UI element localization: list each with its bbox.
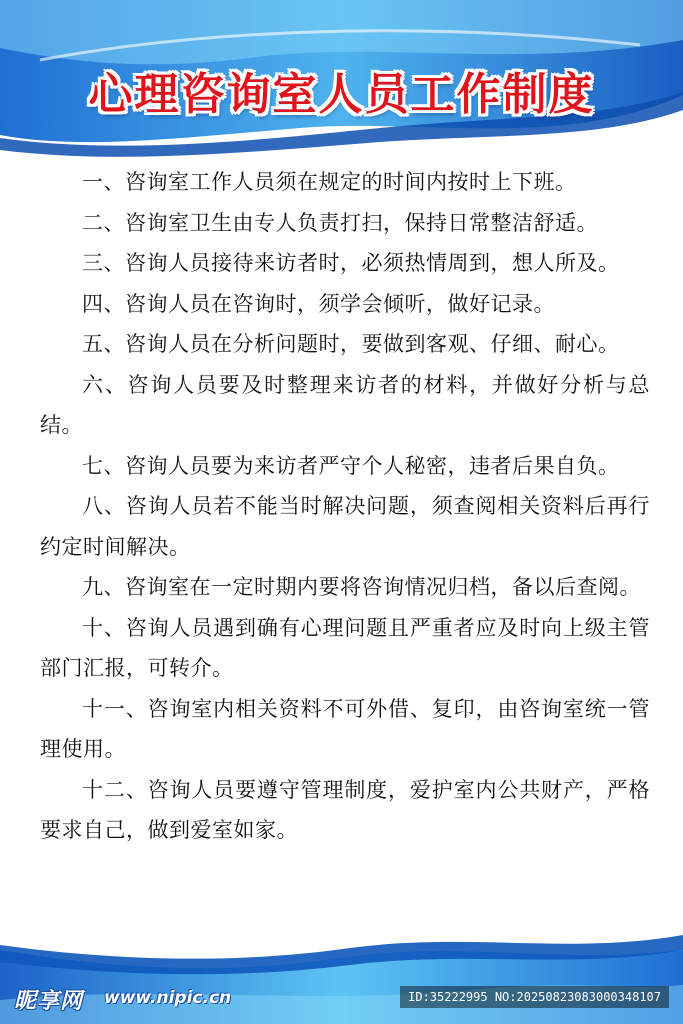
rule-item: 一、咨询室工作人员须在规定的时间内按时上下班。 bbox=[82, 170, 577, 194]
watermark-id: ID:35222995 NO:20250823083000348107 bbox=[400, 986, 669, 1008]
rule-item: 十二、咨询人员要遵守管理制度，爱护室内公共财产，严格要求自己，做到爱室如家。 bbox=[40, 777, 650, 842]
rule-item: 八、咨询人员若不能当时解决问题，须查阅相关资料后再行约定时间解决。 bbox=[40, 494, 650, 559]
rule-item: 四、咨询人员在咨询时，须学会倾听，做好记录。 bbox=[82, 291, 555, 316]
rules-list bbox=[40, 162, 650, 851]
page-title: 心理咨询室人员工作制度 bbox=[88, 69, 595, 120]
rule-item: 七、咨询人员要为来访者严守个人秘密，违者后果自负。 bbox=[82, 453, 620, 478]
rule-item: 二、咨询室卫生由专人负责打扫，保持日常整洁舒适。 bbox=[82, 210, 598, 235]
rule-item: 三、咨询人员接待来访者时，必须热情周到，想人所及。 bbox=[82, 251, 620, 275]
rule-item: 五、咨询人员在分析问题时，要做到客观、仔细、耐心。 bbox=[82, 332, 620, 356]
rule-item: 十一、咨询室内相关资料不可外借、复印，由咨询室统一管理使用。 bbox=[40, 696, 650, 761]
watermark-url: www.nipic.cn bbox=[104, 988, 232, 1008]
rule-item: 六、咨询人员要及时整理来访者的材料，并做好分析与总结。 bbox=[40, 372, 650, 437]
rule-item: 九、咨询室在一定时期内要将咨询情况归档，备以后查阅。 bbox=[82, 575, 641, 599]
watermark-logo: 昵享网 bbox=[14, 989, 84, 1014]
rule-item: 十、咨询人员遇到确有心理问题且严重者应及时向上级主管部门汇报，可转介。 bbox=[40, 615, 650, 680]
